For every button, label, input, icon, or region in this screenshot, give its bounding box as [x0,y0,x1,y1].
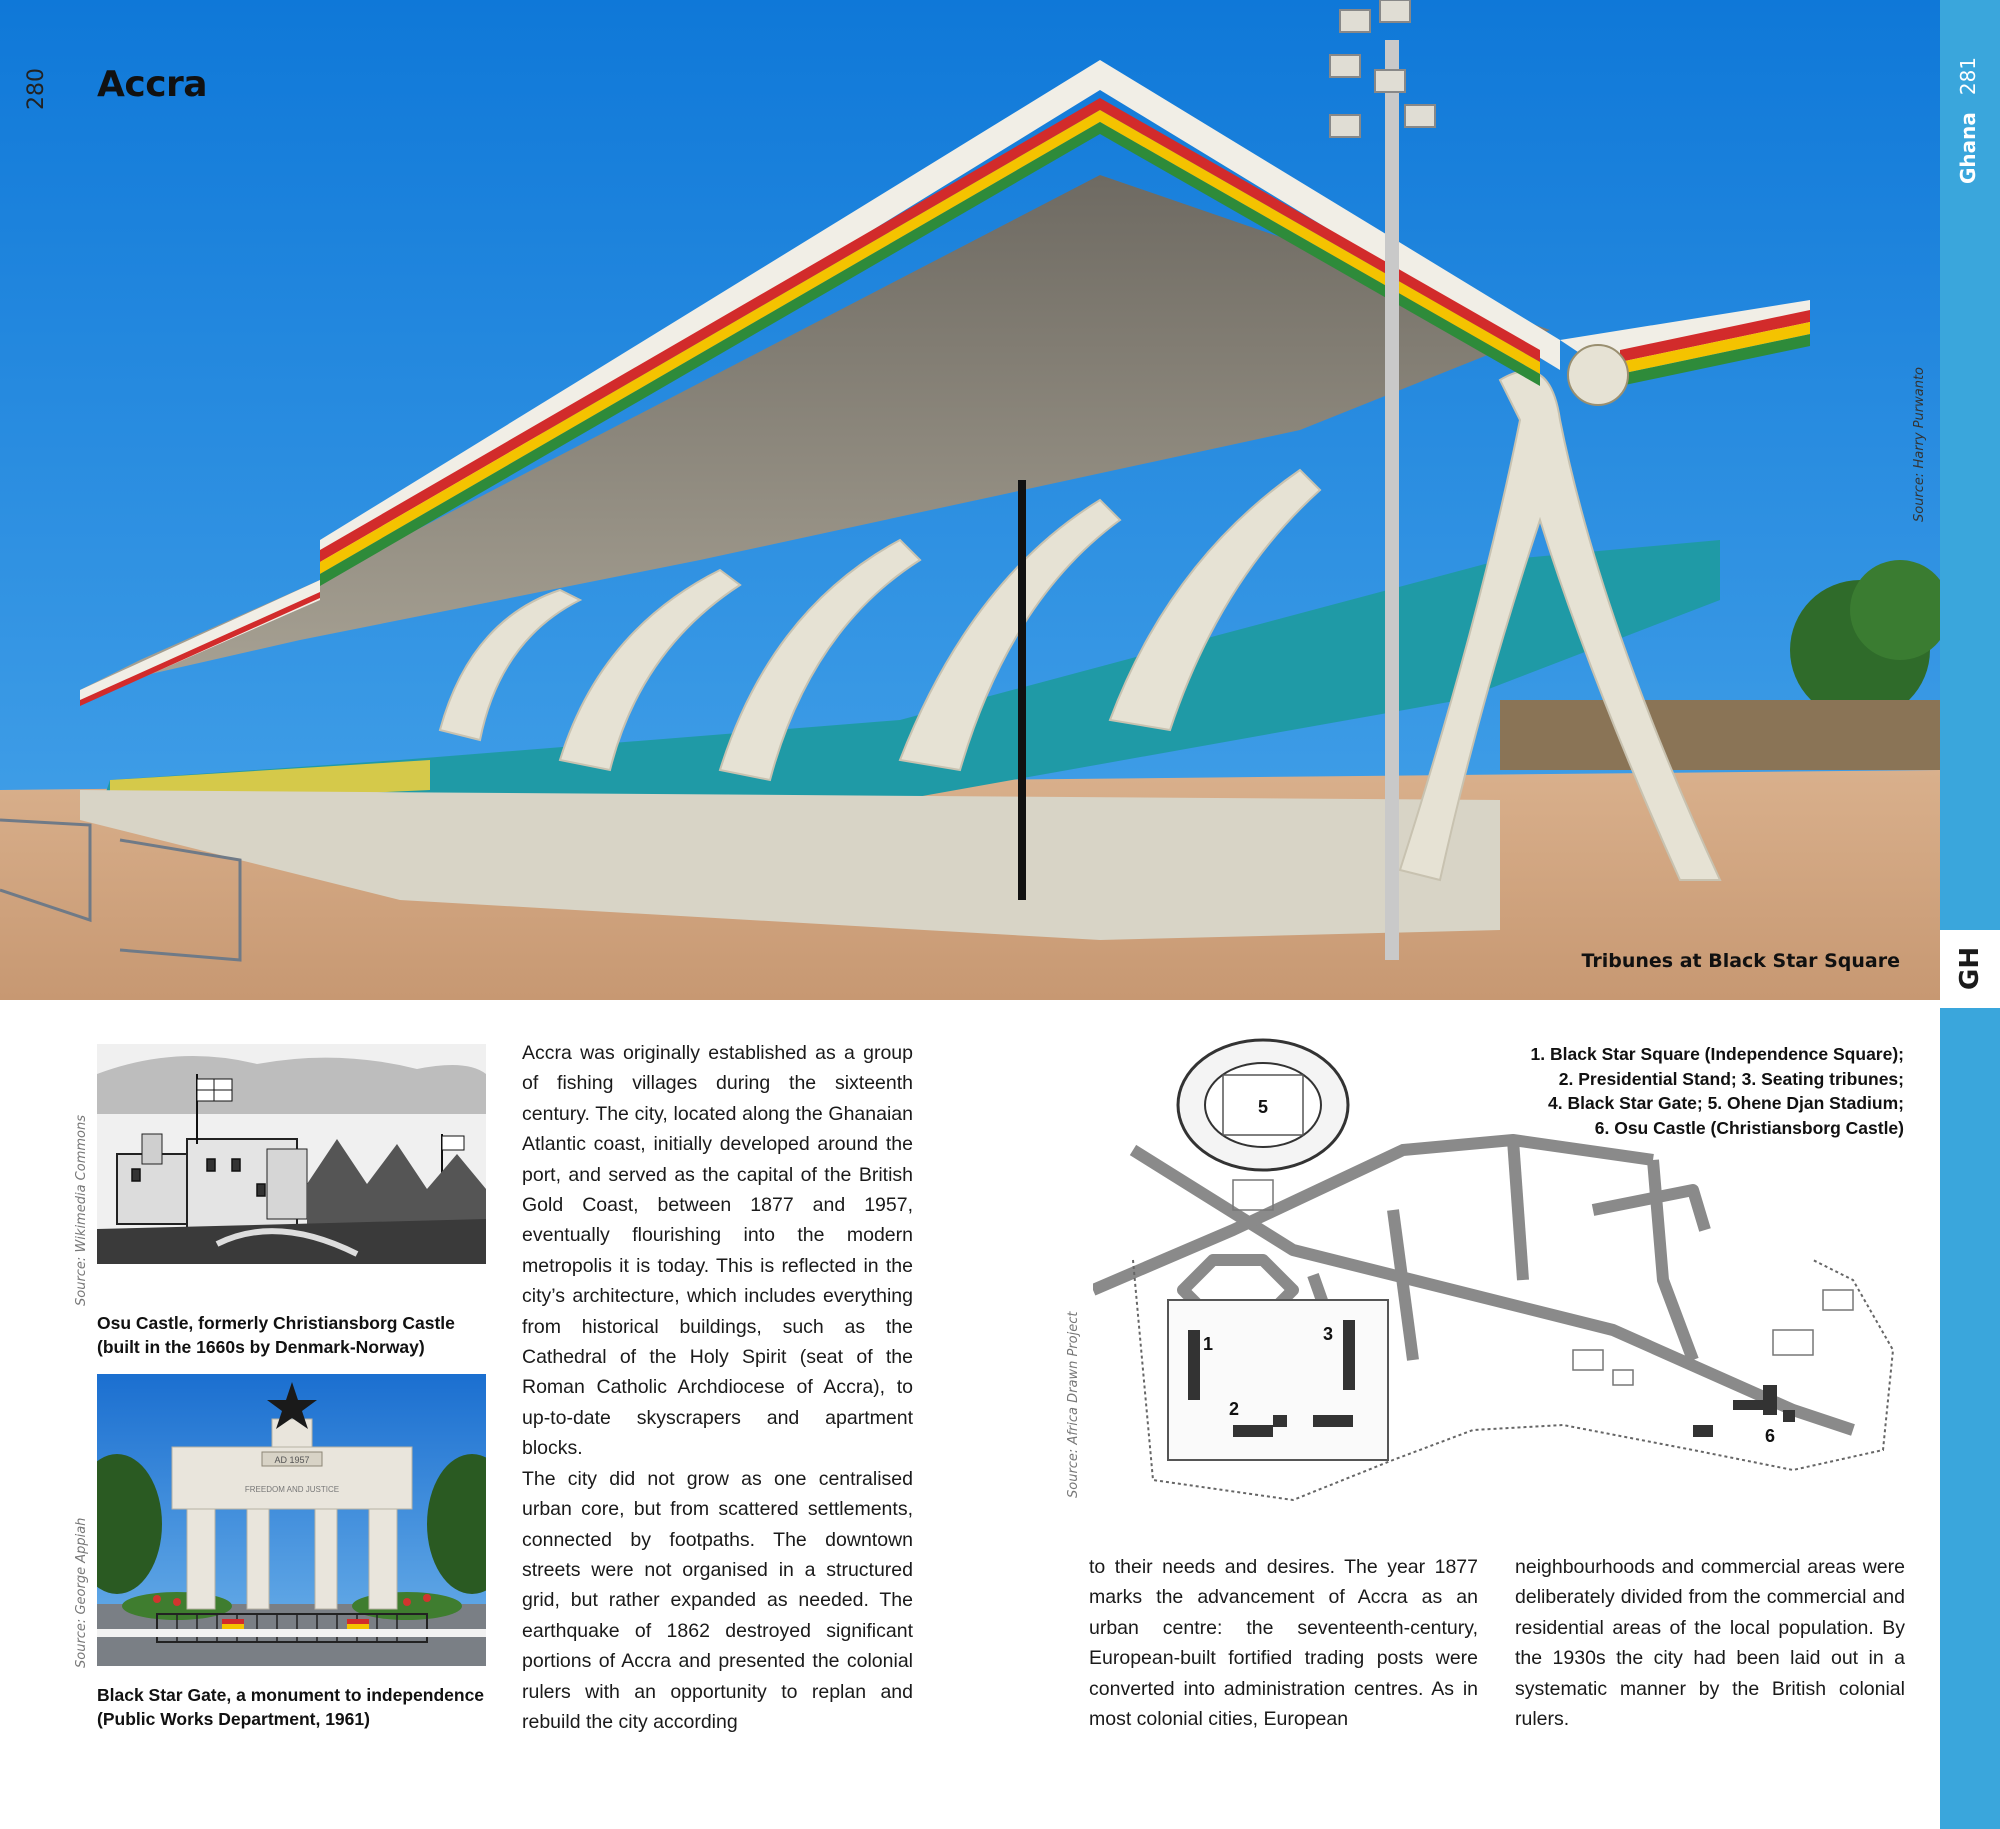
gate-inscription-bottom: FREEDOM AND JUSTICE [244,1485,340,1494]
map-legend-line-3: 4. Black Star Gate; 5. Ohene Djan Stadium; [1548,1093,1904,1113]
country-code: GH [1955,946,1985,990]
map-legend-line-4: 6. Osu Castle (Christiansborg Castle) [1594,1117,1904,1138]
body-paragraph-2: The city did not grow as one centralised urban core, but from scattered settlements, connected by footpaths. The downtown streets were not organised in a structured grid, but rather expanded as needed. The earthquake of 1862 destroyed significant portions of Accra and presented the colonial rulers with an opportunity to replan and rebuild the city according [522,1467,913,1733]
chapter-tab [1940,0,2000,1829]
country-name: Ghana [1956,112,1980,184]
map-legend-line-2: 2. Presidential Stand; 3. Seating tribunes; [1558,1068,1904,1089]
map-credit: Source: Africa Drawn Project [1066,1311,1081,1498]
page-number-left: 280 [24,68,49,110]
gate-caption: Black Star Gate, a monument to independence (Public Works Department, 1961) [97,1685,485,1729]
map-label-2: 2 [1229,1399,1240,1419]
hero-credit: Source: Harry Purwanto [1912,366,1927,522]
osu-castle-image [97,1044,486,1264]
body-text-column-main [522,1038,913,1737]
map-legend-line-1: 1. Black Star Square (Independence Square); [1530,1044,1904,1064]
body-text-column-c [1515,1552,1905,1734]
black-star-gate-image [97,1374,486,1666]
map-legend [1531,1042,1904,1140]
chapter-tab-label [1956,57,1980,184]
body-paragraph-3: to their needs and desires. The year 1877 marks the advancement of Accra as an urban centre: the seventeenth-century, European-built fortified trading posts were converted into administration centres. As in most colonial cities, European [1089,1556,1478,1731]
map-label-1: 1 [1203,1334,1214,1354]
gate-image-credit: Source: George Appiah [74,1517,89,1668]
map-label-5: 5 [1257,1097,1269,1117]
page-number-right: 281 [1956,56,1980,96]
gate-inscription-top: AD 1957 [274,1455,310,1465]
body-paragraph-1: Accra was originally established as a group of fishing villages during the sixteenth century. The city, located along the Ghanaian Atlantic coast, initially developed around the port, and served as the capital of the British Gold Coast, between 1877 and 1957, eventually flourishing into the modern metropolis it is today. This is reflected in the city’s architecture, which includes everything from historical buildings, such as the Cathedral of the Holy Spirit (seat of the Roman Catholic Archdiocese of Accra), to up-to-date skyscrapers and apartment blocks. [522,1042,913,1460]
castle-engraving [97,1044,486,1264]
map-label-6: 6 [1765,1426,1776,1446]
hero-caption: Tribunes at Black Star Square [1581,950,1900,972]
map-label-3: 3 [1323,1324,1334,1344]
castle-caption: Osu Castle, formerly Christiansborg Castle (built in the 1660s by Denmark-Norway) [97,1313,455,1357]
body-text-column-b [1089,1552,1478,1734]
gate-photo [97,1374,486,1666]
castle-image-credit: Source: Wikimedia Commons [74,1114,89,1306]
body-paragraph-4: neighbourhoods and commercial areas were deliberately divided from the commercial and residential areas of the local population. By the 1930s the city had been laid out in a systematic manner by the British colonial rulers. [1515,1556,1905,1731]
page-title: Accra [97,64,208,105]
